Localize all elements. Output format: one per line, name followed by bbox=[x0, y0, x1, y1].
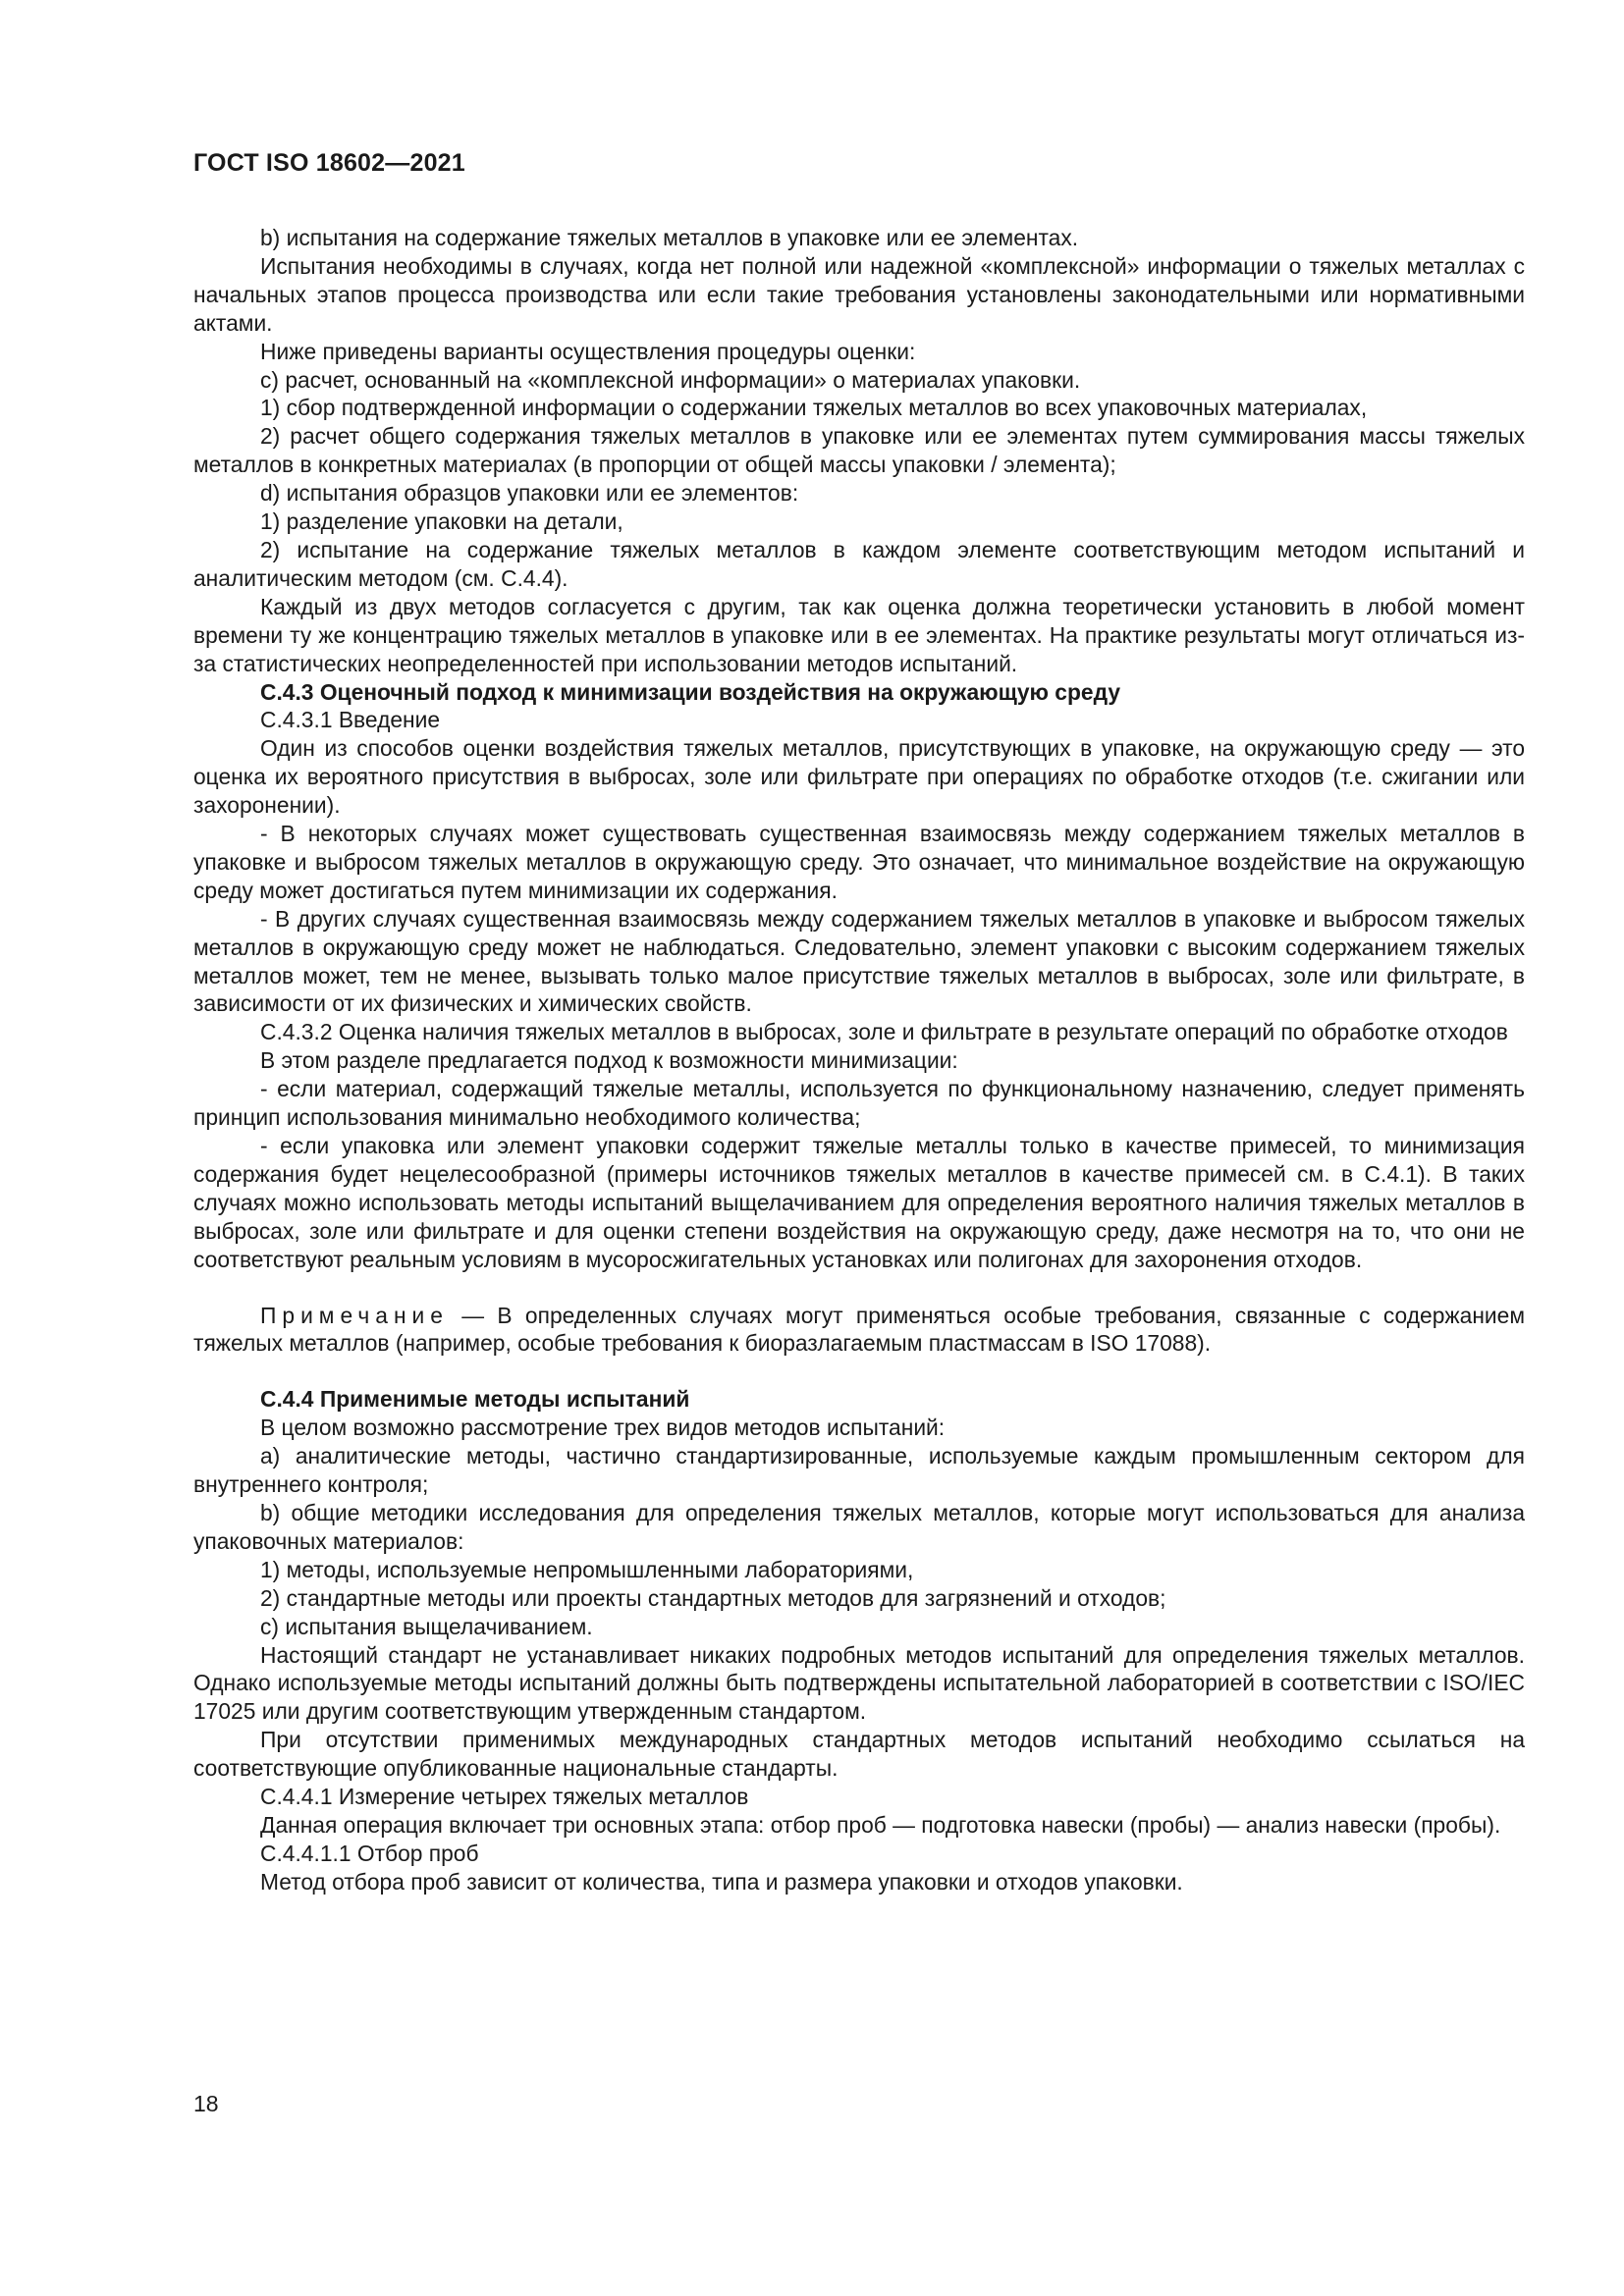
paragraph: b) общие методики исследования для определения тяжелых металлов, которые могут использоваться для анализа упаковочных материалов: bbox=[193, 1499, 1525, 1554]
paragraph: При отсутствии применимых международных стандартных методов испытаний необходимо ссылаться на соответствующие опубликованные национальные стандарты. bbox=[193, 1727, 1525, 1782]
paragraph: 1) методы, используемые непромышленными лабораториями, bbox=[260, 1556, 914, 1582]
paragraph: В этом разделе предлагается подход к возможности минимизации: bbox=[260, 1047, 958, 1074]
paragraph: c) испытания выщелачиванием. bbox=[260, 1613, 593, 1639]
paragraph: 1) сбор подтвержденной информации о содержании тяжелых металлов во всех упаковочных материалах, bbox=[260, 395, 1368, 421]
paragraph: 2) испытание на содержание тяжелых металлов в каждом элементе соответствующим методом испытаний и аналитическим методом (см. С.4.4). bbox=[193, 536, 1525, 591]
paragraph: Данная операция включает три основных этапа: отбор проб — подготовка навески (пробы) — анализ навески (пробы). bbox=[260, 1811, 1501, 1838]
section-heading: С.4.4 Применимые методы испытаний bbox=[260, 1386, 690, 1413]
note bbox=[193, 1302, 1525, 1359]
paragraph: d) испытания образцов упаковки или ее элементов: bbox=[260, 480, 799, 507]
subsection-heading: С.4.3.1 Введение bbox=[260, 707, 441, 733]
paragraph: Ниже приведены варианты осуществления процедуры оценки: bbox=[260, 338, 916, 364]
paragraph: 1) разделение упаковки на детали, bbox=[260, 508, 623, 535]
paragraph: 2) расчет общего содержания тяжелых металлов в упаковке или ее элементах путем суммирования массы тяжелых металлов в конкретных материалах (в пропорции от общей массы упаковки / элемента); bbox=[193, 423, 1525, 478]
paragraph: Испытания необходимы в случаях, когда нет полной или надежной «комплексной» информации о тяжелых металлах с начальных этапов процесса производства или если такие требования установлены законодательными или нормативными актами. bbox=[193, 252, 1525, 336]
paragraph: Каждый из двух методов согласуется с другим, так как оценка должна теоретически установить в любой момент времени ту же концентрацию тяжелых металлов в упаковке или в ее элементах. На практике результаты могут отличаться из-за статистических неопределенностей при использовании методов испытаний. bbox=[193, 593, 1525, 676]
page-number: 18 bbox=[193, 2091, 219, 2116]
document-body bbox=[193, 224, 1525, 1896]
paragraph: b) испытания на содержание тяжелых металлов в упаковке или ее элементах. bbox=[260, 225, 1079, 250]
paragraph: В целом возможно рассмотрение трех видов методов испытаний: bbox=[260, 1415, 946, 1441]
section-heading: С.4.3 Оценочный подход к минимизации воздействия на окружающую среду bbox=[260, 678, 1121, 705]
paragraph: Настоящий стандарт не устанавливает никаких подробных методов испытаний для определения тяжелых металлов. Однако используемые методы испытаний должны быть подтверждены испытательной лабораторией в соответствии с ISO/IEC 17025 или другим соответствующим утвержденным стандартом. bbox=[193, 1641, 1525, 1725]
subsection-heading: С.4.3.2 Оценка наличия тяжелых металлов в выбросах, золе и фильтрате в результате операций по обработке отходов bbox=[260, 1019, 1508, 1045]
paragraph: Один из способов оценки воздействия тяжелых металлов, присутствующих в упаковке, на окружающую среду — это оценка их вероятного присутствия в выбросах, золе или фильтрате при операциях по обработке отходов (т.е. сжигании или захоронении). bbox=[193, 735, 1525, 819]
paragraph: Метод отбора проб зависит от количества, типа и размера упаковки и отходов упаковки. bbox=[260, 1868, 1183, 1895]
subsection-heading: С.4.4.1.1 Отбор проб bbox=[260, 1840, 479, 1866]
document-header: ГОСТ ISO 18602—2021 bbox=[193, 149, 465, 177]
paragraph: - В некоторых случаях может существовать существенная взаимосвязь между содержанием тяжелых металлов в упаковке и выбросом тяжелых металлов в окружающую среду. Это означает, что минимальное воздействие на окружающую среду может достигаться путем минимизации их содержания. bbox=[193, 821, 1525, 903]
paragraph: 2) стандартные методы или проекты стандартных методов для загрязнений и отходов; bbox=[260, 1584, 1166, 1611]
paragraph: - если упаковка или элемент упаковки содержит тяжелые металлы только в качестве примесей, то минимизация содержания будет нецелесообразной (примеры источников тяжелых металлов в качестве примесей см. в С.4.1). В таких случаях можно использовать методы испытаний выщелачиванием для определения вероятного наличия тяжелых металлов в выбросах, золе или фильтрате и для оценки степени воздействия на окружающую среду, даже несмотря на то, что они не соответствуют реальным условиям в мусоросжигательных установках или полигонах для захоронения отходов. bbox=[193, 1133, 1525, 1272]
subsection-heading: С.4.4.1 Измерение четырех тяжелых металлов bbox=[260, 1784, 749, 1810]
note-text: — В определенных случаях могут применяться особые требования, связанные с содержанием тяжелых металлов (например, особые требования к биоразлагаемым пластмассам в ISO 17088). bbox=[193, 1302, 1525, 1357]
paragraph: - В других случаях существенная взаимосвязь между содержанием тяжелых металлов в упаковке и выбросом тяжелых металлов в окружающую среду может не наблюдаться. Следовательно, элемент упаковки с высоким содержанием тяжелых металлов может, тем не менее, вызывать только малое присутствие тяжелых металлов в выбросах, золе или фильтрате, в зависимости от их физических и химических свойств. bbox=[193, 905, 1525, 1017]
paragraph: c) расчет, основанный на «комплексной информации» о материалах упаковки. bbox=[260, 366, 1081, 393]
paragraph: - если материал, содержащий тяжелые металлы, используется по функциональному назначению, следует применять принцип использования минимально необходимого количества; bbox=[193, 1076, 1525, 1131]
paragraph: a) аналитические методы, частично стандартизированные, используемые каждым промышленным сектором для внутреннего контроля; bbox=[193, 1443, 1525, 1498]
note-label: Примечание bbox=[260, 1302, 449, 1328]
